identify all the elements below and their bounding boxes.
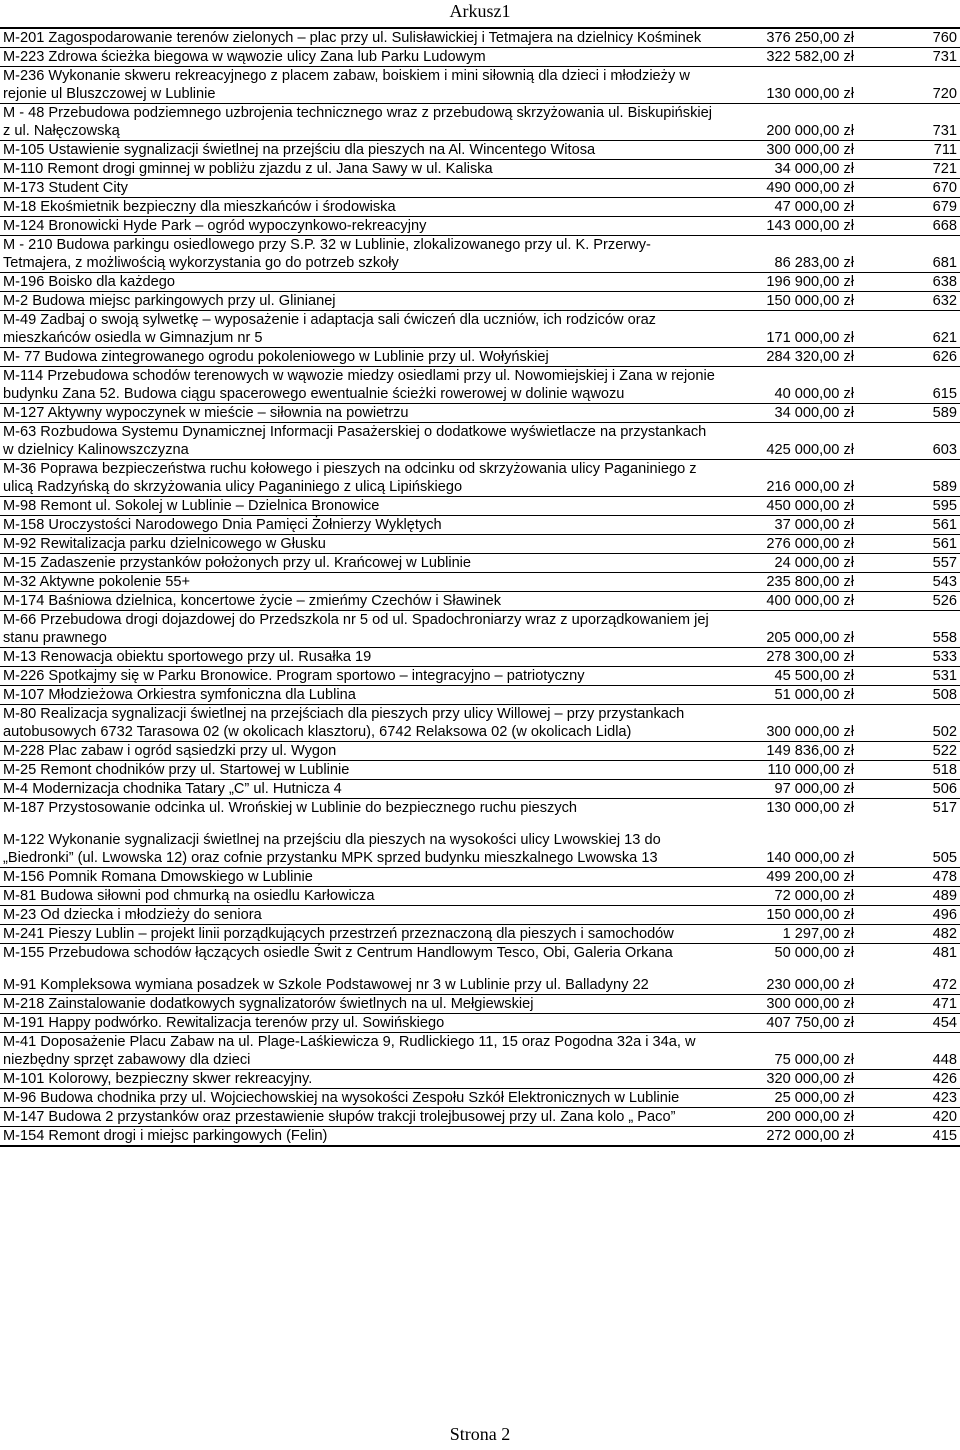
- project-name-cell: M-122 Wykonanie sygnalizacji świetlnej na przejściu dla pieszych na wysokości ulicy Lwowskiej 13 do „Biedronki” (ul. Lwowska 12) oraz cofnie przystanku MPK sprzed budynku mieszkalnego Lwowska 13: [3, 832, 661, 866]
- amount-cell: 320 000,00 zł: [718, 1070, 860, 1089]
- project-name-cell: M-105 Ustawienie sygnalizacji świetlnej na przejściu dla pieszych na Al. Wincentego Witosa: [0, 141, 718, 160]
- table-row: [0, 404, 960, 423]
- table-row: [0, 761, 960, 780]
- project-name-cell: M-223 Zdrowa ścieżka biegowa w wąwozie ulicy Zana lub Parku Ludowym: [0, 48, 718, 67]
- amount-cell: 216 000,00 zł: [718, 460, 860, 497]
- sheet-title: Arkusz1: [449, 1, 511, 21]
- amount-cell: 196 900,00 zł: [718, 273, 860, 292]
- project-name-cell: M-236 Wykonanie skweru rekreacyjnego z placem zabaw, boiskiem i mini siłownią dla dzieci i młodzieży w rejonie ul Bluszczowej w Lublinie: [0, 67, 718, 104]
- amount-cell: 407 750,00 zł: [718, 1014, 860, 1033]
- points-cell: 533: [860, 648, 960, 667]
- table-row: [0, 48, 960, 67]
- points-cell: 679: [860, 198, 960, 217]
- points-cell: 720: [860, 67, 960, 104]
- points-cell: 626: [860, 348, 960, 367]
- points-cell: 518: [860, 761, 960, 780]
- points-cell: 589: [860, 460, 960, 497]
- points-cell: 478: [860, 868, 960, 887]
- amount-cell: 72 000,00 zł: [718, 887, 860, 906]
- table-row: [0, 348, 960, 367]
- table-row: [0, 648, 960, 667]
- amount-cell: 272 000,00 zł: [718, 1127, 860, 1147]
- amount-cell: 150 000,00 zł: [718, 906, 860, 925]
- project-name-cell: M-66 Przebudowa drogi dojazdowej do Przedszkola nr 5 od ul. Spadochroniarzy wraz z uporządkowaniem jej stanu prawnego: [0, 611, 718, 648]
- amount-cell: 300 000,00 zł: [718, 995, 860, 1014]
- project-name-cell: M-80 Realizacja sygnalizacji świetlnej na przejściach dla pieszych przy ulicy Willowej – przy przystankach autobusowych 6732 Tarasowa 02 (w okolicach klasztoru), 6742 Relaksowa 02 (w okolicach Lidla): [0, 705, 718, 742]
- project-name-cell: M-32 Aktywne pokolenie 55+: [0, 573, 718, 592]
- table-row: [0, 311, 960, 348]
- table-row: [0, 179, 960, 198]
- table-row: [0, 995, 960, 1014]
- points-cell: 526: [860, 592, 960, 611]
- amount-cell: 86 283,00 zł: [718, 236, 860, 273]
- project-name-cell: M-114 Przebudowa schodów terenowych w wąwozie miedzy osiedlami przy ul. Nowomiejskiej i Zana w rejonie budynku Zana 52. Budowa ciągu spacerowego ewentualnie ścieżki rowerowej w dolinie wąwozu: [0, 367, 718, 404]
- points-cell: 638: [860, 273, 960, 292]
- amount-cell: 1 297,00 zł: [718, 925, 860, 944]
- points-cell: 589: [860, 404, 960, 423]
- amount-cell: 37 000,00 zł: [718, 516, 860, 535]
- table-row: [0, 292, 960, 311]
- project-name-cell: M-81 Budowa siłowni pod chmurką na osiedlu Karłowicza: [0, 887, 718, 906]
- table-row: [0, 925, 960, 944]
- points-cell: 670: [860, 179, 960, 198]
- points-cell: 496: [860, 906, 960, 925]
- points-cell: 561: [860, 516, 960, 535]
- points-cell: 558: [860, 611, 960, 648]
- amount-cell: 51 000,00 zł: [718, 686, 860, 705]
- project-name-cell: M-25 Remont chodników przy ul. Startowej w Lublinie: [0, 761, 718, 780]
- points-cell: 482: [860, 925, 960, 944]
- project-name-cell: M-154 Remont drogi i miejsc parkingowych (Felin): [0, 1127, 718, 1147]
- table-row: [0, 780, 960, 799]
- amount-cell: 450 000,00 zł: [718, 497, 860, 516]
- page-footer: Strona 2: [449, 1424, 511, 1444]
- points-cell: 731: [860, 48, 960, 67]
- project-name-cell: M-63 Rozbudowa Systemu Dynamicznej Informacji Pasażerskiej o dodatkowe wyświetlacze na przystankach w dzielnicy Kalinowszczyzna: [0, 423, 718, 460]
- amount-cell: 490 000,00 zł: [718, 179, 860, 198]
- spacer-row: [0, 817, 960, 831]
- project-name-cell: M-226 Spotkajmy się w Parku Bronowice. Program sportowo – integracyjno – patriotyczny: [0, 667, 718, 686]
- table-row: [0, 1070, 960, 1089]
- points-cell: 621: [860, 311, 960, 348]
- project-name-cell: M-156 Pomnik Romana Dmowskiego w Lublinie: [0, 868, 718, 887]
- spacer-row: [0, 962, 960, 976]
- project-name-cell: M-147 Budowa 2 przystanków oraz przestawienie słupów trakcji trolejbusowej przy ul. Zana kolo „ Paco”: [0, 1108, 718, 1127]
- amount-cell: 24 000,00 zł: [718, 554, 860, 573]
- table-row: [0, 611, 960, 648]
- table-row: [0, 906, 960, 925]
- table-row: [0, 273, 960, 292]
- points-cell: 561: [860, 535, 960, 554]
- table-row: [0, 742, 960, 761]
- project-name-cell: M-13 Renowacja obiektu sportowego przy ul. Rusałka 19: [0, 648, 718, 667]
- project-name-cell: M-196 Boisko dla każdego: [0, 273, 718, 292]
- table-row: [0, 104, 960, 141]
- table-row: [0, 868, 960, 887]
- project-name-cell: M-127 Aktywny wypoczynek w mieście – siłownia na powietrzu: [0, 404, 718, 423]
- project-name-cell: M-201 Zagospodarowanie terenów zielonych – plac przy ul. Sulisławickiej i Tetmajera na dzielnicy Kośminek: [0, 28, 718, 48]
- table-row: [0, 198, 960, 217]
- table-row: [0, 1033, 960, 1070]
- table-row: [0, 160, 960, 179]
- table-row: [0, 573, 960, 592]
- amount-cell: 276 000,00 zł: [718, 535, 860, 554]
- points-cell: 668: [860, 217, 960, 236]
- amount-cell: 130 000,00 zł: [718, 67, 860, 104]
- project-name-cell: M-218 Zainstalowanie dodatkowych sygnalizatorów świetlnych na ul. Mełgiewskiej: [0, 995, 718, 1014]
- project-name-cell: M-191 Happy podwórko. Rewitalizacja terenów przy ul. Sowińskiego: [0, 1014, 718, 1033]
- table-row: [0, 67, 960, 104]
- project-name-cell: M-96 Budowa chodnika przy ul. Wojciechowskiej na wysokości Zespołu Szkół Elektronicznych w Lublinie: [0, 1089, 718, 1108]
- amount-cell: 97 000,00 zł: [718, 780, 860, 799]
- projects-table: [0, 27, 960, 1147]
- points-cell: 721: [860, 160, 960, 179]
- project-name-cell: M-18 Ekośmietnik bezpieczny dla mieszkańców i środowiska: [0, 198, 718, 217]
- amount-cell: 40 000,00 zł: [718, 367, 860, 404]
- points-cell: 454: [860, 1014, 960, 1033]
- amount-cell: 278 300,00 zł: [718, 648, 860, 667]
- points-cell: 506: [860, 780, 960, 799]
- project-name-cell: M-36 Poprawa bezpieczeństwa ruchu kołowego i pieszych na odcinku od skrzyżowania ulicy Paganiniego z ulicą Radzyńską do skrzyżowania ulicy Paganiniego z ulicą Lipińskiego: [0, 460, 718, 497]
- project-name-cell: M-107 Młodzieżowa Orkiestra symfoniczna dla Lublina: [0, 686, 718, 705]
- points-cell: 603: [860, 423, 960, 460]
- points-cell: 426: [860, 1070, 960, 1089]
- project-name-cell: M - 210 Budowa parkingu osiedlowego przy S.P. 32 w Lublinie, zlokalizowanego przy ul. K. Przerwy-Tetmajera, z możliwością wykorzystania go do potrzeb szkoły: [0, 236, 718, 273]
- points-cell: 522: [860, 742, 960, 761]
- points-cell: 471: [860, 995, 960, 1014]
- points-cell: 502: [860, 705, 960, 742]
- project-name-cell: M-174 Baśniowa dzielnica, koncertowe życie – zmieńmy Czechów i Sławinek: [0, 592, 718, 611]
- project-name-cell: M-110 Remont drogi gminnej w pobliżu zjazdu z ul. Jana Sawy w ul. Kaliska: [0, 160, 718, 179]
- table-row: [0, 686, 960, 705]
- points-cell: 448: [860, 1033, 960, 1070]
- points-cell: 632: [860, 292, 960, 311]
- amount-cell: 284 320,00 zł: [718, 348, 860, 367]
- table-row: [0, 667, 960, 686]
- table-row: [0, 367, 960, 404]
- table-row: [0, 976, 960, 995]
- amount-cell: 50 000,00 zł: [718, 944, 860, 963]
- amount-cell: 143 000,00 zł: [718, 217, 860, 236]
- amount-cell: 200 000,00 zł: [718, 104, 860, 141]
- amount-cell: 300 000,00 zł: [718, 141, 860, 160]
- project-name-cell: M-124 Bronowicki Hyde Park – ogród wypoczynkowo-rekreacyjny: [0, 217, 718, 236]
- table-row: [0, 516, 960, 535]
- table-row: [0, 1108, 960, 1127]
- amount-cell: 25 000,00 zł: [718, 1089, 860, 1108]
- project-name-cell: M-98 Remont ul. Sokolej w Lublinie – Dzielnica Bronowice: [0, 497, 718, 516]
- table-row: [0, 423, 960, 460]
- points-cell: 420: [860, 1108, 960, 1127]
- amount-cell: 34 000,00 zł: [718, 404, 860, 423]
- table-row: [0, 944, 960, 963]
- amount-cell: 150 000,00 zł: [718, 292, 860, 311]
- points-cell: 681: [860, 236, 960, 273]
- table-row: [0, 799, 960, 818]
- project-name-cell: M-173 Student City: [0, 179, 718, 198]
- amount-cell: 45 500,00 zł: [718, 667, 860, 686]
- table-row: [0, 831, 960, 868]
- amount-cell: 230 000,00 zł: [766, 977, 854, 993]
- amount-cell: 400 000,00 zł: [718, 592, 860, 611]
- table-row: [0, 535, 960, 554]
- amount-cell: 47 000,00 zł: [718, 198, 860, 217]
- points-cell: 595: [860, 497, 960, 516]
- points-cell: 505: [932, 850, 957, 866]
- amount-cell: 140 000,00 zł: [766, 850, 854, 866]
- amount-cell: 499 200,00 zł: [718, 868, 860, 887]
- amount-cell: 200 000,00 zł: [718, 1108, 860, 1127]
- table-row: [0, 236, 960, 273]
- amount-cell: 75 000,00 zł: [718, 1033, 860, 1070]
- amount-cell: 300 000,00 zł: [718, 705, 860, 742]
- project-name-cell: M-101 Kolorowy, bezpieczny skwer rekreacyjny.: [0, 1070, 718, 1089]
- amount-cell: 322 582,00 zł: [718, 48, 860, 67]
- project-name-cell: M- 77 Budowa zintegrowanego ogrodu pokoleniowego w Lublinie przy ul. Wołyńskiej: [0, 348, 718, 367]
- points-cell: 557: [860, 554, 960, 573]
- table-row: [0, 28, 960, 48]
- points-cell: 508: [860, 686, 960, 705]
- table-row: [0, 592, 960, 611]
- project-name-cell: M-158 Uroczystości Narodowego Dnia Pamięci Żołnierzy Wyklętych: [0, 516, 718, 535]
- amount-cell: 171 000,00 zł: [718, 311, 860, 348]
- table-row: [0, 460, 960, 497]
- amount-cell: 376 250,00 zł: [718, 28, 860, 48]
- points-cell: 543: [860, 573, 960, 592]
- points-cell: 711: [860, 141, 960, 160]
- table-row: [0, 1089, 960, 1108]
- project-name-cell: M-228 Plac zabaw i ogród sąsiedzki przy ul. Wygon: [0, 742, 718, 761]
- points-cell: 481: [860, 944, 960, 963]
- points-cell: 517: [860, 799, 960, 818]
- project-name-cell: M-91 Kompleksowa wymiana posadzek w Szkole Podstawowej nr 3 w Lublinie przy ul. Balladyny 22: [3, 977, 649, 993]
- project-name-cell: M-241 Pieszy Lublin – projekt linii porządkujących przestrzeń przeznaczoną dla pieszych i samochodów: [0, 925, 718, 944]
- table-row: [0, 217, 960, 236]
- table-row: [0, 1014, 960, 1033]
- table-row: [0, 554, 960, 573]
- points-cell: 415: [860, 1127, 960, 1147]
- points-cell: 615: [860, 367, 960, 404]
- amount-cell: 205 000,00 zł: [718, 611, 860, 648]
- points-cell: 731: [860, 104, 960, 141]
- points-cell: 531: [860, 667, 960, 686]
- project-name-cell: M-2 Budowa miejsc parkingowych przy ul. Glinianej: [0, 292, 718, 311]
- project-name-cell: M-41 Doposażenie Placu Zabaw na ul. Plage-Laśkiewicza 9, Rudlickiego 11, 15 oraz Pogodna 32a i 34a, w niezbędny sprzęt zabawowy dla dzieci: [0, 1033, 718, 1070]
- project-name-cell: M-92 Rewitalizacja parku dzielnicowego w Głusku: [0, 535, 718, 554]
- points-cell: 423: [860, 1089, 960, 1108]
- table-row: [0, 1127, 960, 1147]
- table-row: [0, 141, 960, 160]
- amount-cell: 149 836,00 zł: [718, 742, 860, 761]
- table-row: [0, 887, 960, 906]
- table-row: [0, 705, 960, 742]
- amount-cell: 130 000,00 zł: [718, 799, 860, 818]
- table-row: [0, 497, 960, 516]
- project-name-cell: M-49 Zadbaj o swoją sylwetkę – wyposażenie i adaptacja sali ćwiczeń dla uczniów, ich rodziców oraz mieszkańców osiedla w Gimnazjum nr 5: [0, 311, 718, 348]
- amount-cell: 110 000,00 zł: [718, 761, 860, 780]
- project-name-cell: M-4 Modernizacja chodnika Tatary „C” ul. Hutnicza 4: [0, 780, 718, 799]
- points-cell: 472: [932, 977, 957, 993]
- amount-cell: 235 800,00 zł: [718, 573, 860, 592]
- points-cell: 760: [860, 28, 960, 48]
- points-cell: 489: [860, 887, 960, 906]
- project-name-cell: M-155 Przebudowa schodów łączących osiedle Świt z Centrum Handlowym Tesco, Obi, Galeria Orkana: [0, 944, 718, 963]
- project-name-cell: M-187 Przystosowanie odcinka ul. Wrońskiej w Lublinie do bezpiecznego ruchu pieszych: [0, 799, 718, 818]
- project-name-cell: M-15 Zadaszenie przystanków położonych przy ul. Krańcowej w Lublinie: [0, 554, 718, 573]
- project-name-cell: M - 48 Przebudowa podziemnego uzbrojenia technicznego wraz z przebudową skrzyżowania ul. Biskupińskiej z ul. Nałęczowską: [0, 104, 718, 141]
- amount-cell: 425 000,00 zł: [718, 423, 860, 460]
- amount-cell: 34 000,00 zł: [718, 160, 860, 179]
- project-name-cell: M-23 Od dziecka i młodzieży do seniora: [0, 906, 718, 925]
